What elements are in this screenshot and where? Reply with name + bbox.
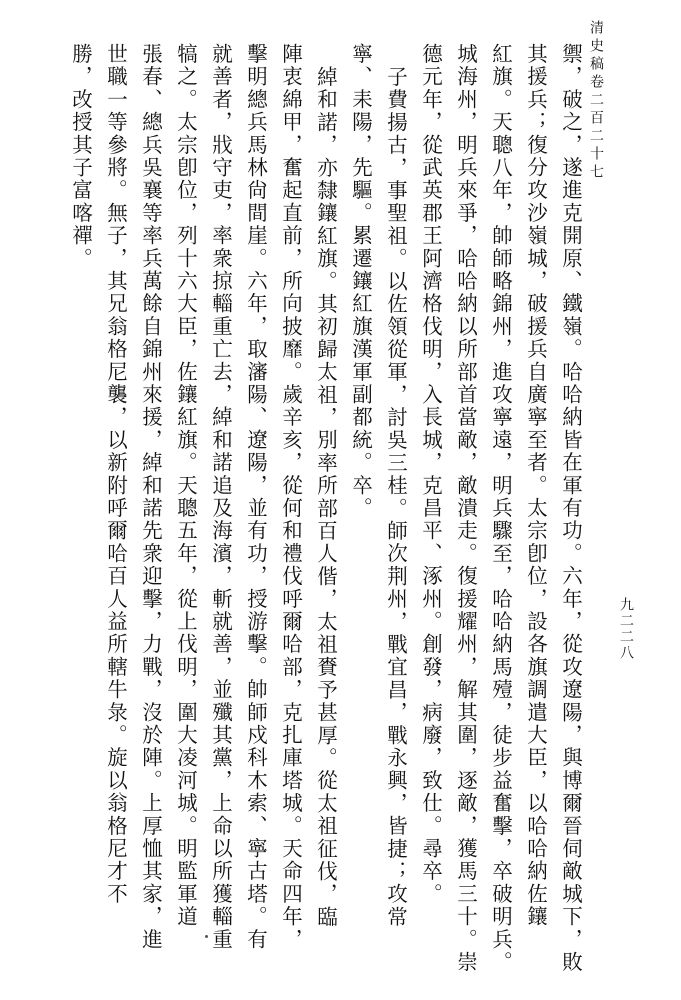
text-column: 德元年，從武英郡王阿濟格伐明，入長城，克昌平、涿州。創發，病廢，致仕。尋卒。	[418, 43, 443, 906]
text-column: 張春、總兵吳襄等率兵萬餘自錦州來援，綽和諾先衆迎擊，力戰，沒於陣。上厚恤其家，進	[138, 43, 163, 951]
text-column: 城海州，明兵來爭，哈哈納以所部首當敵，敵潰走。復援耀州，解其圍，逐敵，獲馬三十。崇	[453, 43, 478, 974]
running-header-title: 清史稿卷二百二十七	[588, 20, 604, 182]
text-column: 綽和諾，亦隸鑲紅旗。其初歸太祖，別率所部百人偕，太祖賚予甚厚。從太祖征伐，臨	[313, 66, 338, 929]
text-column: 犒之。太宗卽位，列十六大臣，佐鑲紅旗。天聰五年，從上伐明，圍大凌河城。明監軍道	[173, 43, 198, 929]
text-column: 禦，破之，遂進克開原、鐵嶺。哈哈納皆在軍有功。六年，從攻遼陽，與博爾晉伺敵城下，敗	[558, 43, 583, 974]
text-column: 紅旗。天聰八年，帥師略錦州，進攻寧遠，明兵驟至，哈哈納馬殪，徒步益奮擊，卒破明兵。	[488, 43, 513, 974]
text-column: 陣衷綿甲，奮起直前，所向披靡。歲辛亥，從何和禮伐呼爾哈部，克扎庫塔城。天命四年，	[278, 43, 303, 951]
scan-speck	[205, 935, 208, 938]
text-column: 擊明總兵馬林尙間崖。六年，取瀋陽、遼陽，並有功，授游擊。帥師戍科木索、寧古塔。有	[243, 43, 268, 951]
page-number: 九二二八	[618, 597, 634, 661]
text-column: 世職一等參將。無子，其兄翁格尼襲，以新附呼爾哈百人益所轄牛彔。旋以翁格尼才不	[103, 43, 128, 906]
text-column: 勝，改授其子富喀禪。	[68, 43, 93, 270]
text-column: 其援兵；復分攻沙嶺城，破援兵自廣寧至者。太宗卽位，設各旗調遣大臣，以哈哈納佐鑲	[523, 43, 548, 929]
text-column: 就善者，戕守吏，率衆掠輜重亡去，綽和諾追及海濱，斬就善，並殲其黨，上命以所獲輜重	[208, 43, 233, 951]
text-column: 寧、耒陽，先驅。累遷鑲紅旗漢軍副都統。卒。	[348, 43, 373, 520]
text-column: 子費揚古，事聖祖。以佐領從軍，討吳三桂。師次荆州，戰宜昌，戰永興，皆捷；攻常	[383, 66, 408, 929]
